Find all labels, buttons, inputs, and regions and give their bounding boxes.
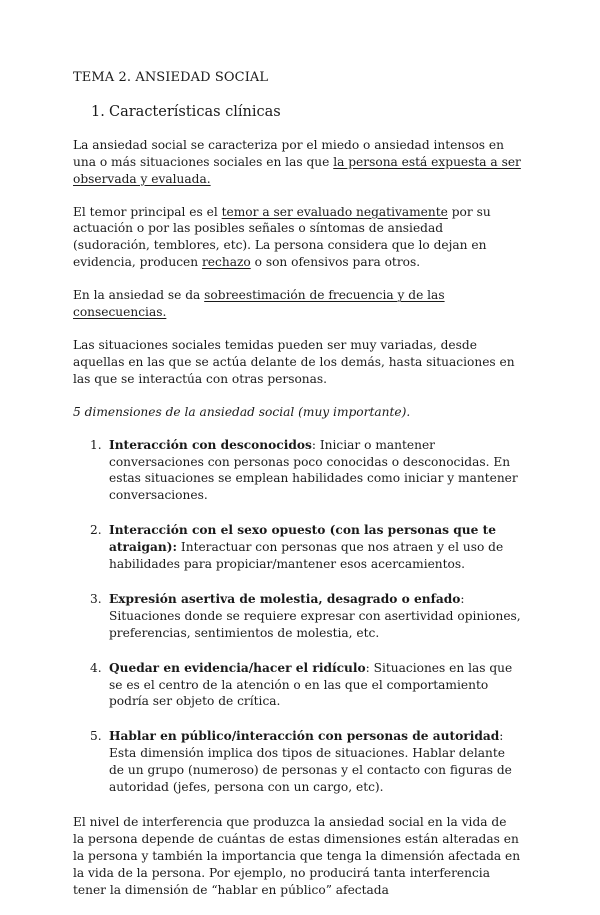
underlined-text: la persona está expuesta a ser observada y evaluada. [73, 154, 521, 186]
dimension-title: Quedar en evidencia/hacer el ridículo [109, 660, 366, 675]
list-item [73, 728, 521, 796]
list-number: 3. [90, 591, 102, 606]
dimensions-list [73, 437, 521, 796]
paragraph-text: o son ofensivos para otros. [250, 255, 421, 270]
paragraph-text: La ansiedad social se caracteriza por el miedo o ansiedad intensos en una o más situaciones sociales en las que [73, 137, 504, 169]
list-item [73, 437, 521, 505]
document-title: TEMA 2. ANSIEDAD SOCIAL [73, 70, 269, 85]
list-item [73, 522, 521, 573]
paragraph-situations: Las situaciones sociales temidas pueden ser muy variadas, desde aquellas en las que se actúa delante de los demás, hasta situaciones en las que se interactúa con otras personas. [73, 337, 515, 386]
list-number: 4. [90, 660, 102, 675]
paragraph-overestimation [73, 287, 521, 321]
underlined-text: rechazo [201, 255, 251, 270]
paragraph-definition [73, 137, 521, 188]
paragraph-text: En la ansiedad se da [73, 288, 205, 303]
section-heading [73, 104, 521, 121]
section-number: 1. [91, 103, 105, 120]
list-number: 2. [90, 523, 102, 538]
list-number: 1. [90, 437, 102, 452]
underlined-text: sobreestimación de frecuencia y de las consecuencias. [73, 288, 445, 320]
section-label: Características clínicas [109, 103, 281, 120]
underlined-text: temor a ser evaluado negativamente [221, 204, 448, 219]
dimension-title: Interacción con desconocidos [109, 437, 312, 452]
dimensions-intro: 5 dimensiones de la ansiedad social (muy importante). [73, 404, 411, 419]
document-page [73, 70, 521, 915]
list-item [73, 591, 521, 642]
list-item [73, 660, 521, 711]
paragraph-main-fear [73, 204, 521, 272]
dimension-text: : Esta dimensión implica dos tipos de situaciones. Hablar delante de un grupo (numeroso) de personas y el contacto con figuras de autoridad (jefes, persona con un cargo, etc). [109, 729, 512, 795]
list-number: 5. [90, 729, 102, 744]
dimension-text: : Situaciones en las que se es el centro de la atención o en las que el comportamiento podría ser objeto de crítica. [109, 660, 513, 709]
dimension-text: : Situaciones donde se requiere expresar con asertividad opiniones, preferencias, sentimientos de molestia, etc. [109, 591, 521, 640]
dimension-title: Expresión asertiva de molestia, desagrado o enfado [109, 591, 461, 606]
dimension-title: Interacción con el sexo opuesto (con las personas que te atraigan): [109, 523, 496, 555]
paragraph-text: El temor principal es el [73, 204, 222, 219]
dimension-title: Hablar en público/interacción con personas de autoridad [109, 729, 500, 744]
paragraph-interference: El nivel de interferencia que produzca la ansiedad social en la vida de la persona depende de cuántas de estas dimensiones están alteradas en la persona y también la importancia que tenga la dimensión afectada en la vida de la persona. Por ejemplo, no producirá tanta interferencia tener la dimensión de “hablar en público” afectada [73, 815, 521, 897]
dimension-text: Interactuar con personas que nos atraen y el uso de habilidades para propiciar/mantener esos acercamientos. [109, 540, 504, 572]
paragraph-text: por su actuación o por las posibles señales o síntomas de ansiedad (sudoración, temblores, etc). La persona considera que lo dejan en evidencia, producen [73, 204, 491, 270]
dimension-text: : Iniciar o mantener conversaciones con personas poco conocidas o desconocidas. En estas situaciones se emplean habilidades como iniciar y mantener conversaciones. [109, 437, 518, 503]
